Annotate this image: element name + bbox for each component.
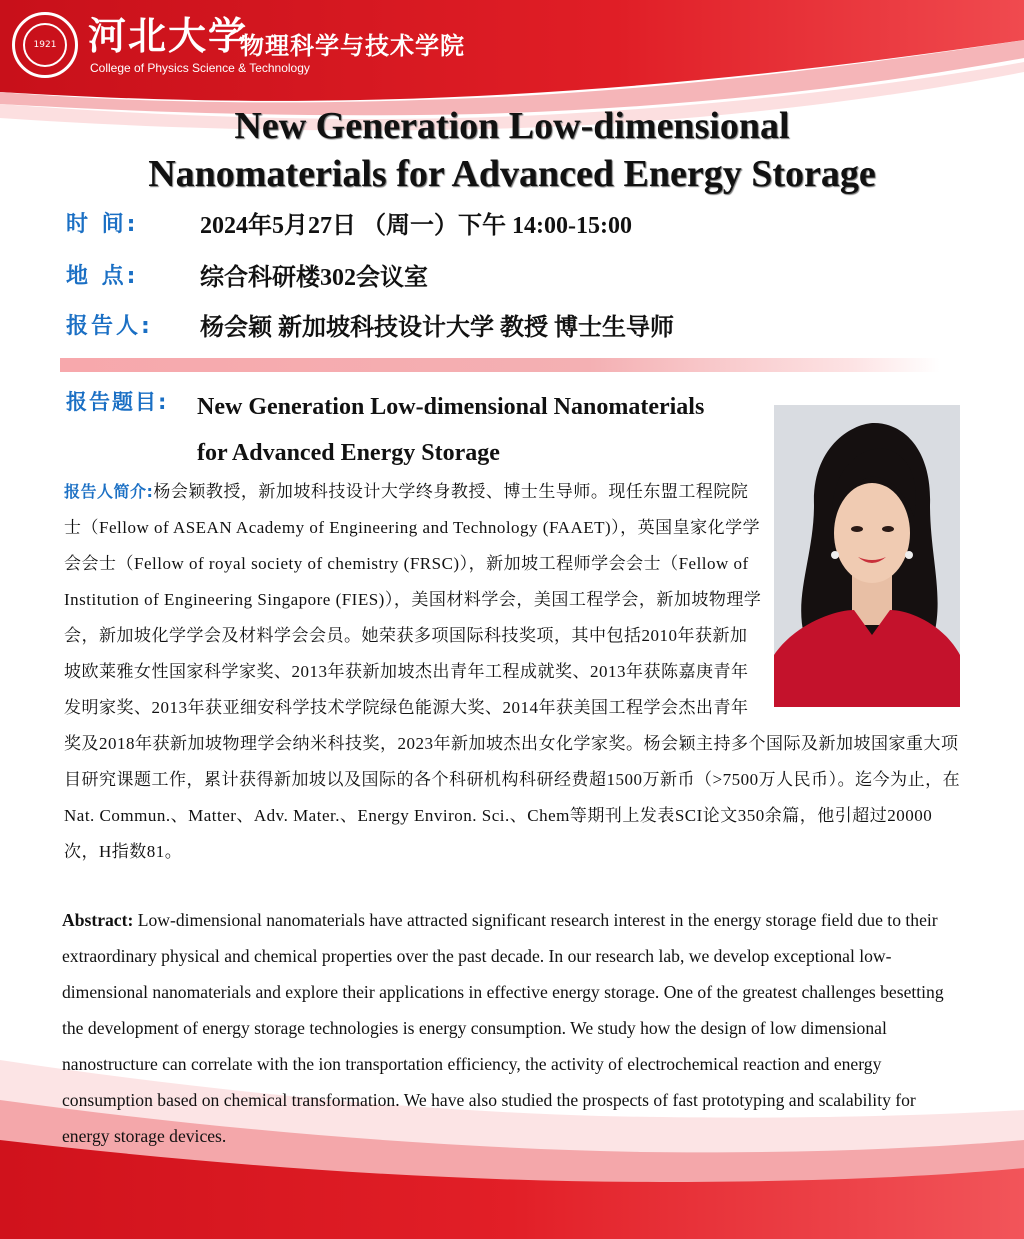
page-title [0,102,1024,198]
speaker-bio [64,474,962,870]
report-title [197,384,767,476]
college-name-cn: 物理科学与技术学院 [240,32,465,60]
abstract [62,902,964,1154]
place-row [66,256,428,292]
section-divider [60,358,940,372]
bio-label: 报告人简介: [64,482,154,501]
speaker-value: 杨会颖 新加坡科技设计大学 教授 博士生导师 [200,314,674,341]
speaker-row [66,306,674,342]
time-value: 2024年5月27日 （周一）下午 14:00-15:00 [200,212,632,239]
place-value: 综合科研楼302会议室 [200,264,428,291]
time-label: 时 间: [66,211,139,237]
abstract-text: Low-dimensional nanomaterials have attracted significant research interest in the energy storage field due to their extraordinary physical and chemical properties over the past decade. In our research lab, we develop exceptional low-dimensional nanomaterials and explore their applications in effective energy storage. One of the greatest challenges besetting the development of energy storage technologies is energy consumption. We study how the design of low dimensional nanostructure can correlate with the ion transportation efficiency, the activity of electrochemical reaction and energy consumption based on chemical transformation. We have also studied the prospects of fast prototyping and scalability for energy storage devices. [62,910,944,1146]
speaker-label: 报告人: [66,313,153,339]
report-title-label: 报告题目: [66,390,169,414]
title-line-1: New Generation Low-dimensional [234,105,790,147]
place-label: 地 点: [66,263,139,289]
abstract-label: Abstract: [62,910,134,930]
college-name-en: College of Physics Science & Technology [90,61,310,75]
photo-spacer [762,474,962,708]
bio-text: 杨会颖教授，新加坡科技设计大学终身教授、博士生导师。现任东盟工程院院士（Fellow of ASEAN Academy of Engineering and Technology (FAAET)），英国皇家化学学会会士（Fellow of royal society of chemistry (FRSC)），新加坡工程师学会会士（Fellow of Institution of Engineering Singapore (FIES)），美国材料学会，美国工程学会，新加坡物理学会，新加坡化学学会及材料学会会员。她荣获多项国际科技奖项，其中包括2010年获新加坡欧莱雅女性国家科学家奖、2013年获新加坡杰出青年工程成就奖、2013年获陈嘉庚青年发明家奖、2013年获亚细安科学技术学院绿色能源大奖、2014年获美国工程学会杰出青年奖及2018年获新加坡物理学会纳米科技奖，2023年新加坡杰出女化学家奖。杨会颖主持多个国际及新加坡国家重大项目研究课题工作，累计获得新加坡以及国际的各个科研机构科研经费超1500万新币（>7500万人民币）。迄今为止，在Nat. Commun.、Matter、Adv. Mater.、Energy Environ. Sci.、Chem等期刊上发表SCI论文350余篇，他引超过20000次，H指数81。 [64,482,961,861]
title-line-2: Nanomaterials for Advanced Energy Storage [148,153,876,195]
university-seal-icon [12,12,78,78]
time-row [66,204,632,240]
report-title-line-2: for Advanced Energy Storage [197,440,500,466]
university-name: 河北大学 [88,13,249,58]
report-title-line-1: New Generation Low-dimensional Nanomaterials [197,394,705,420]
seal-year: 1921 [23,23,67,67]
